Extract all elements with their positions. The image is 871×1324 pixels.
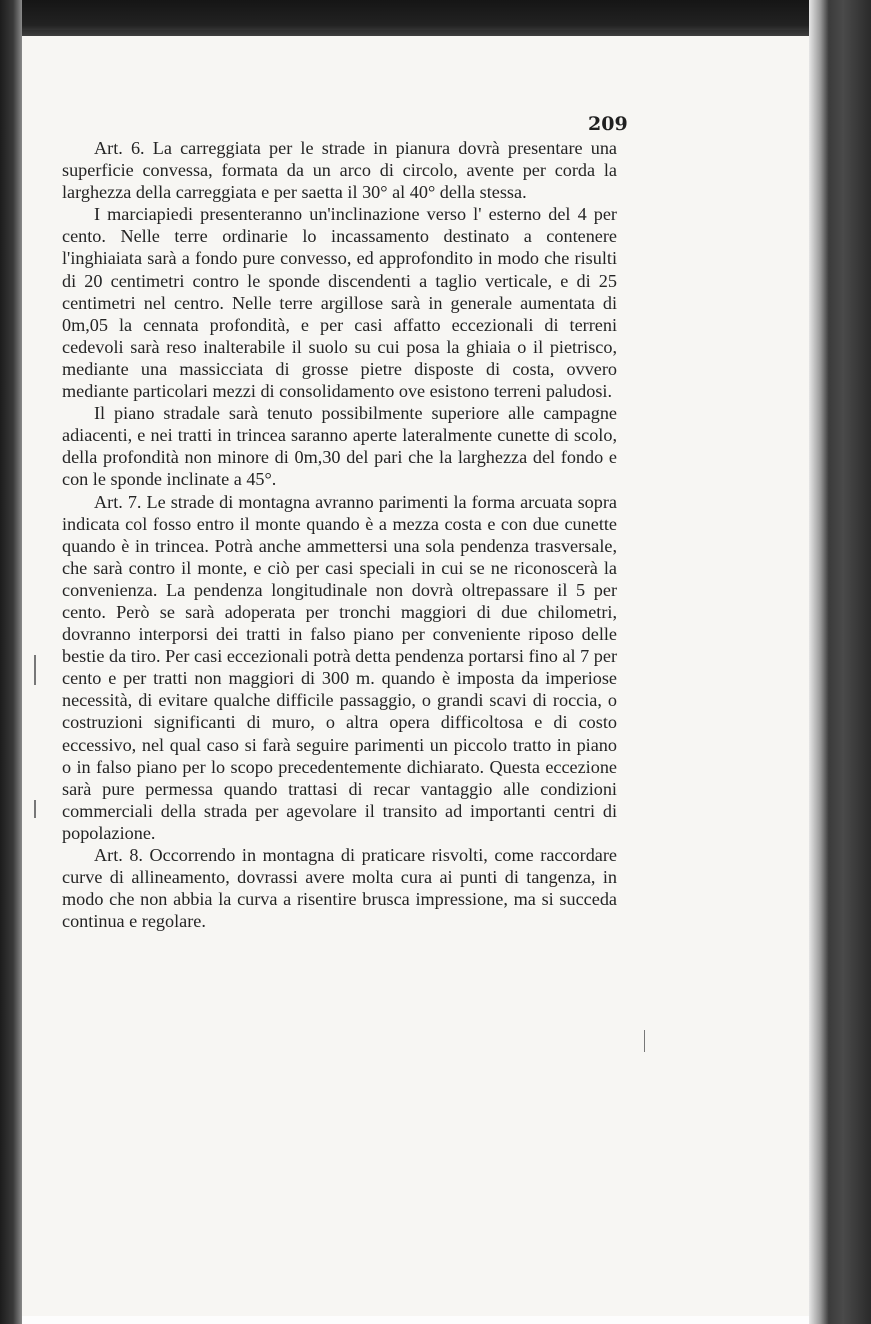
scan-margin-mark: [34, 655, 36, 685]
scan-margin-mark: [644, 1030, 645, 1052]
paragraph-art-7: Art. 7. Le strade di montagna avranno parimenti la forma arcuata sopra indicata col fosso entro il monte quando è a mezza costa e con due cunette quando è in trincea. Potrà anche ammettersi una sola pendenza trasversale, che sarà contro il monte, e ciò per casi speciali in cui se ne riconoscerà la convenienza. La pendenza longitudinale non dovrà oltrepassare il 5 per cento. Però se sarà adoperata per tronchi maggiori di due chilometri, dovranno interporsi dei tratti in falso piano per conveniente riposo delle bestie da tiro. Per casi eccezionali potrà detta pendenza portarsi fino al 7 per cento e per tratti non maggiori di 300 m. quando è imposta da imperiose necessità, di evitare qualche difficile passaggio, o grandi scavi di roccia, o costruzioni significanti di muro, o altra opera difficoltosa e di costo eccessivo, nel qual caso si farà seguire parimenti un piccolo tratto in piano o in falso piano per lo scopo precedentemente dichiarato. Questa eccezione sarà pure permessa quando trattasi di recar vantaggio alle condizioni commerciali della strada per agevolare il transito ad importanti centri di popolazione.: [62, 491, 617, 843]
book-gutter-edge: [809, 0, 871, 1324]
paragraph-marciapiedi: I marciapiedi presenteranno un'inclinazione verso l' esterno del 4 per cento. Nelle terre ordinarie lo incassamento destinato a contenere l'inghiaiata sarà a fondo pure convesso, ed approfondito in modo che risulti di 20 centimetri contro le sponde discendenti a taglio verticale, e di 25 centimetri nel centro. Nelle terre argillose sarà in generale aumentata di 0m,05 la cennata profondità, e per casi affatto eccezionali di terreni cedevoli sarà reso inalterabile il suolo su cui posa la ghiaia o il pietrisco, mediante una massicciata di grosse pietre disposte di costa, ovvero mediante particolari mezzi di consolidamento ove esistono terreni paludosi.: [62, 204, 617, 402]
paragraph-piano-stradale: Il piano stradale sarà tenuto possibilmente superiore alle campagne adiacenti, e nei tratti in trincea saranno aperte lateralmente cunette di scolo, della profondità non minore di 0m,30 del pari che la larghezza del fondo e con le sponde inclinate a 45°.: [62, 403, 617, 490]
scan-left-edge: [0, 0, 22, 1324]
scan-margin-mark: [34, 800, 36, 818]
paragraph-art-8: Art. 8. Occorrendo in montagna di praticare risvolti, come raccordare curve di allineamento, dovrassi avere molta cura ai punti di tangenza, in modo che non abbia la curva a risentire brusca impressione, ma si succeda continua e regolare.: [62, 845, 617, 932]
page-body-text: [62, 137, 617, 932]
paragraph-art-6: Art. 6. La carreggiata per le strade in pianura dovrà presentare una superficie convessa, formata da un arco di circolo, avente per corda la larghezza della carreggiata e per saetta il 30° al 40° della stessa.: [62, 138, 617, 203]
page-number: 209: [588, 113, 628, 135]
